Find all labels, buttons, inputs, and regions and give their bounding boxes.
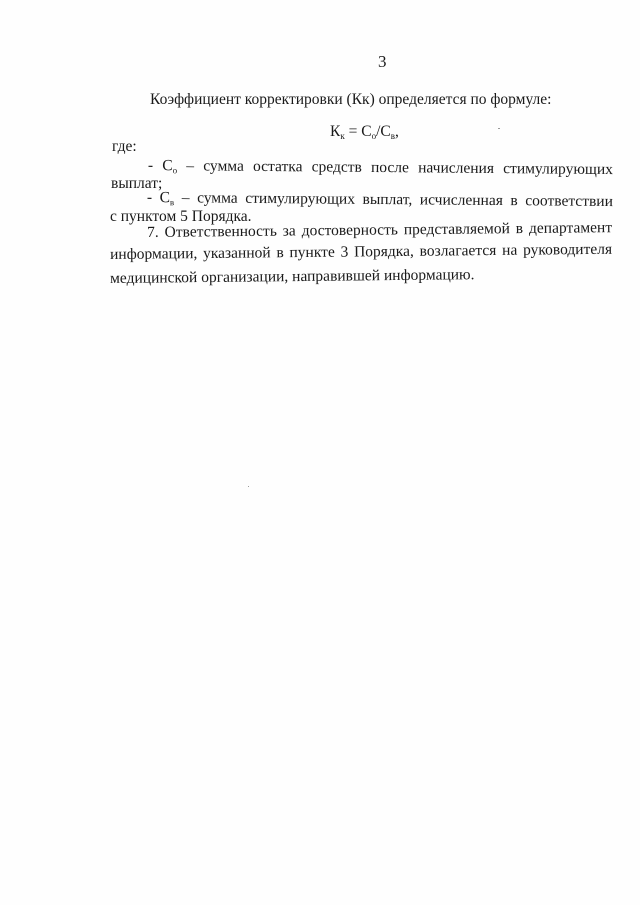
item-co-dash: - С [147, 157, 173, 175]
item-cv-line2: с пунктом 5 Порядка. [110, 208, 252, 225]
formula-num-sub: о [371, 131, 377, 141]
formula-den-sub: в [390, 131, 395, 141]
formula [330, 124, 399, 141]
point7-line3: медицинской организации, направившей информацию. [109, 266, 475, 287]
where-label: где: [112, 138, 137, 155]
formula-lhs-sub: к [340, 131, 345, 141]
formula-slash: /С [376, 123, 391, 140]
scan-speck [248, 486, 249, 487]
item-cv-dash: - С [146, 189, 171, 207]
point7-line2: информации, указанной в пункте 3 Порядка, возлагается на руководителя [109, 240, 613, 263]
formula-eq: = С [344, 123, 372, 140]
formula-lhs: К [330, 123, 341, 140]
item-cv-rest: – сумма стимулирующих выплат, исчисленная в соответствии [174, 189, 613, 211]
point7-line1: 7. Ответственность за достоверность представляемой в департамент [146, 219, 613, 241]
item-cv-sub: в [169, 197, 175, 208]
page-number: 3 [378, 52, 387, 71]
item-co-line2: выплат; [111, 175, 163, 192]
item-co-sub: о [172, 165, 178, 176]
scan-speck [498, 128, 500, 129]
item-co-rest: – сумма остатка средств после начисления стимулирующих [177, 157, 613, 179]
item-co-line1 [148, 158, 613, 179]
formula-tail: , [394, 123, 399, 140]
intro-line: Коэффициент корректировки (Кк) определяется по формуле: [150, 91, 552, 108]
